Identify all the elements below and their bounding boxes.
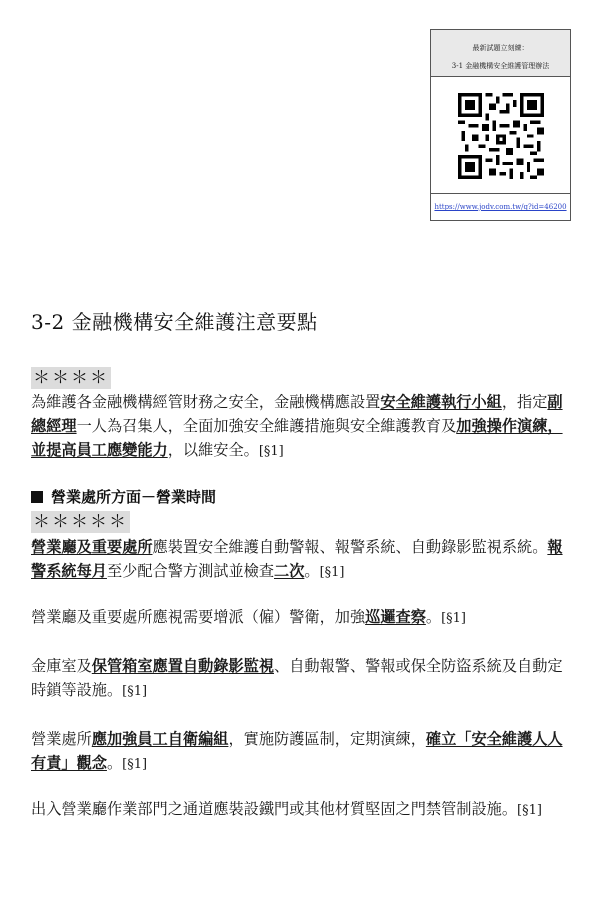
paragraph-self-defense <box>31 727 571 777</box>
text: 金庫室及 <box>31 657 92 675</box>
key-phrase: 加強操作演練，並提高員工應變能力 <box>31 417 563 459</box>
key-phrase: 保管箱室應置自動錄影監視 <box>91 657 274 675</box>
paragraph-alarm-systems <box>31 535 571 585</box>
qr-card-line1: 最新試題立刻練： <box>472 44 529 52</box>
reference: [§1] <box>258 444 284 459</box>
reference: [§1] <box>122 684 148 699</box>
reference: [§1] <box>319 565 345 580</box>
key-phrase: 營業廳及重要處所 <box>31 538 153 556</box>
paragraph-access-control <box>31 797 571 823</box>
qr-card-footer <box>431 193 570 220</box>
text: 至少配合警方測試並檢查 <box>106 562 274 580</box>
text: ，以維安全。 <box>167 441 259 459</box>
text: 為維護各金融機構經管財務之安全，金融機構應設置 <box>31 393 381 411</box>
key-phrase: 二次 <box>274 562 305 580</box>
text: 。 <box>425 608 442 626</box>
qr-card <box>430 29 571 221</box>
text: 一人為召集人，全面加強安全維護措施與安全維護教育及 <box>76 417 457 435</box>
qr-card-header <box>431 30 570 77</box>
text: 營業處所 <box>31 730 92 748</box>
square-bullet-icon <box>31 491 43 503</box>
paragraph-intro <box>31 390 571 464</box>
importance-stars: ＊＊＊＊ <box>33 368 109 388</box>
page-title: 3-2 金融機構安全維護注意要點 <box>31 310 318 334</box>
qr-link[interactable]: https://www.jodv.com.tw/q?id=46200 <box>434 203 567 211</box>
paragraph-guards <box>31 605 571 631</box>
section-heading <box>31 486 216 508</box>
text: ，實施防護區制，定期演練， <box>228 730 426 748</box>
key-phrase: 確立「安全維護人人有責」觀念 <box>31 730 563 772</box>
importance-stars: ＊＊＊＊＊ <box>33 512 128 532</box>
key-phrase: 安全維護執行小組 <box>380 393 502 411</box>
qr-card-line2: 3-1 金融機構安全維護管理辦法 <box>451 62 550 70</box>
reference: [§1] <box>122 757 148 772</box>
key-phrase: 副總經理 <box>31 393 563 435</box>
text: 、自動報警、警報或保全防盜系統及自動定時鎖等設施。 <box>31 657 563 699</box>
text: ，指定 <box>501 393 548 411</box>
key-phrase: 報警系統每月 <box>31 538 563 580</box>
reference: [§1] <box>517 803 542 818</box>
text: 出入營業廳作業部門之通道應裝設鐵門或其他材質堅固之門禁管制設施。 <box>31 800 517 818</box>
section-heading-text: 營業處所方面－營業時間 <box>51 488 217 506</box>
text: 。 <box>304 562 320 580</box>
text: 營業廳及重要處所應視需要增派（僱）警衛，加強 <box>31 608 366 626</box>
qr-code-icon[interactable] <box>458 93 544 179</box>
key-phrase: 巡邏查察 <box>365 608 426 626</box>
key-phrase: 應加強員工自衛編組 <box>91 730 229 748</box>
paragraph-vault <box>31 654 571 704</box>
text: 應裝置安全維護自動警報、報警系統、自動錄影監視系統。 <box>152 538 548 556</box>
reference: [§1] <box>441 611 466 626</box>
text: 。 <box>106 754 123 772</box>
